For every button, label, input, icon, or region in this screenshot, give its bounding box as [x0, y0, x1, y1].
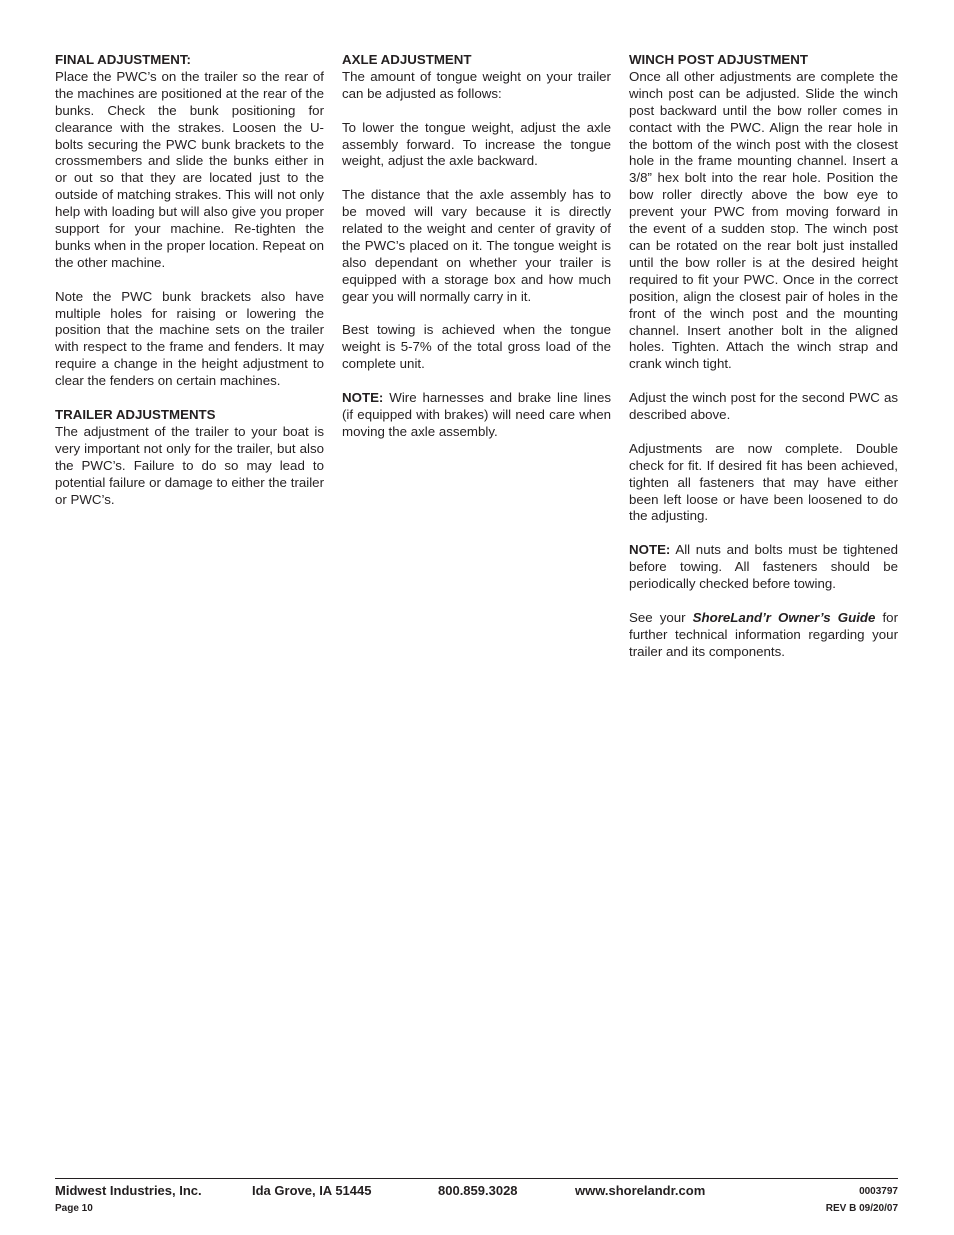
note-label: NOTE: [342, 390, 384, 406]
guide-paragraph [629, 610, 898, 661]
note-label: NOTE: [629, 542, 671, 558]
footer-phone: 800.859.3028 [438, 1183, 518, 1198]
footer-divider [55, 1178, 898, 1179]
footer-revision: REV B 09/20/07 [825, 1203, 898, 1214]
column-right [629, 52, 898, 661]
paragraph: Place the PWC’s on the trailer so the rear of the machines are positioned at the rear of the bunks. Check the bunk positioning for clearance with the strakes. Loosen the U-bolts securing the PWC bunk brackets to the crossmembers and slide the bunks either in or out so that they are located just to the outside of matching strakes. This will not only help with loading but will also give you proper support for your machine. Re-tighten the bunks when in the proper location. Repeat on the other machine. [55, 68, 324, 270]
note-text: Wire harnesses and brake line lines (if equipped with brakes) will need care when moving the axle assembly. [342, 390, 611, 439]
paragraph: Adjustments are now complete. Double check for fit. If desired fit has been achieved, tighten all fasteners that may have either been left loose or have been loosened to do the adjusting. [629, 440, 898, 524]
paragraph: The adjustment of the trailer to your boat is very important not only for the trailer, but also the PWC’s. Failure to do so may lead to potential failure or damage to either the trailer or PWC’s. [55, 423, 324, 507]
column-left [55, 52, 324, 508]
guide-title: ShoreLand’r Owner’s Guide [692, 609, 876, 625]
guide-prefix: See your [629, 609, 693, 625]
paragraph: To lower the tongue weight, adjust the axle assembly forward. To increase the tongue weight, adjust the axle backward. [342, 119, 611, 169]
footer-company: Midwest Industries, Inc. [55, 1183, 202, 1198]
note-paragraph [629, 542, 898, 593]
paragraph: Best towing is achieved when the tongue weight is 5-7% of the total gross load of the complete unit. [342, 322, 611, 372]
paragraph: Adjust the winch post for the second PWC as described above. [629, 390, 898, 423]
paragraph: The distance that the axle assembly has to be moved will vary because it is directly related to the weight and center of gravity of the PWC’s placed on it. The tongue weight is also dependant on whether your trailer is equipped with a storage box and how much gear you will normally carry in it. [342, 187, 611, 304]
heading-trailer-adjustments: TRAILER ADJUSTMENTS [55, 407, 216, 422]
footer-page-number: Page 10 [55, 1203, 93, 1214]
heading-axle-adjustment: AXLE ADJUSTMENT [342, 52, 472, 67]
paragraph: Once all other adjustments are complete the winch post can be adjusted. Slide the winch post backward until the bow roller comes in contact with the PWC. Align the rear hole in the bottom of the winch post with the closest hole in the frame mounting channel. Insert a 3/8” hex bolt into the rear hole. Position the bow roller directly above the bow eye to prevent your PWC from moving forward in the event of a sudden stop. The winch post can be rotated on the rear bolt just installed until the bow roller is at the desired height required to fit your PWC. Once in the correct position, align the closest pair of holes in the front of the winch post and the mounting channel. Insert another bolt in the aligned holes. Tighten. Attach the winch strap and crank winch tight. [629, 68, 898, 372]
note-text: All nuts and bolts must be tightened before towing. All fasteners should be periodically checked before towing. [629, 542, 898, 592]
heading-final-adjustment: FINAL ADJUSTMENT: [55, 52, 191, 67]
paragraph: Note the PWC bunk brackets also have multiple holes for raising or lowering the position that the machine sets on the trailer with respect to the frame and fenders. It may require a change in the height adjustment to clear the fenders on certain machines. [55, 288, 324, 389]
footer-location: Ida Grove, IA 51445 [252, 1183, 372, 1198]
heading-winch-post-adjustment: WINCH POST ADJUSTMENT [629, 52, 809, 67]
guide-suffix: for further technical information regarding your trailer and its components. [629, 609, 898, 659]
note-paragraph [342, 390, 611, 441]
column-middle [342, 52, 611, 441]
paragraph: The amount of tongue weight on your trailer can be adjusted as follows: [342, 68, 611, 101]
footer-website: www.shorelandr.com [575, 1183, 706, 1198]
footer-part-number: 0003797 [859, 1186, 898, 1197]
